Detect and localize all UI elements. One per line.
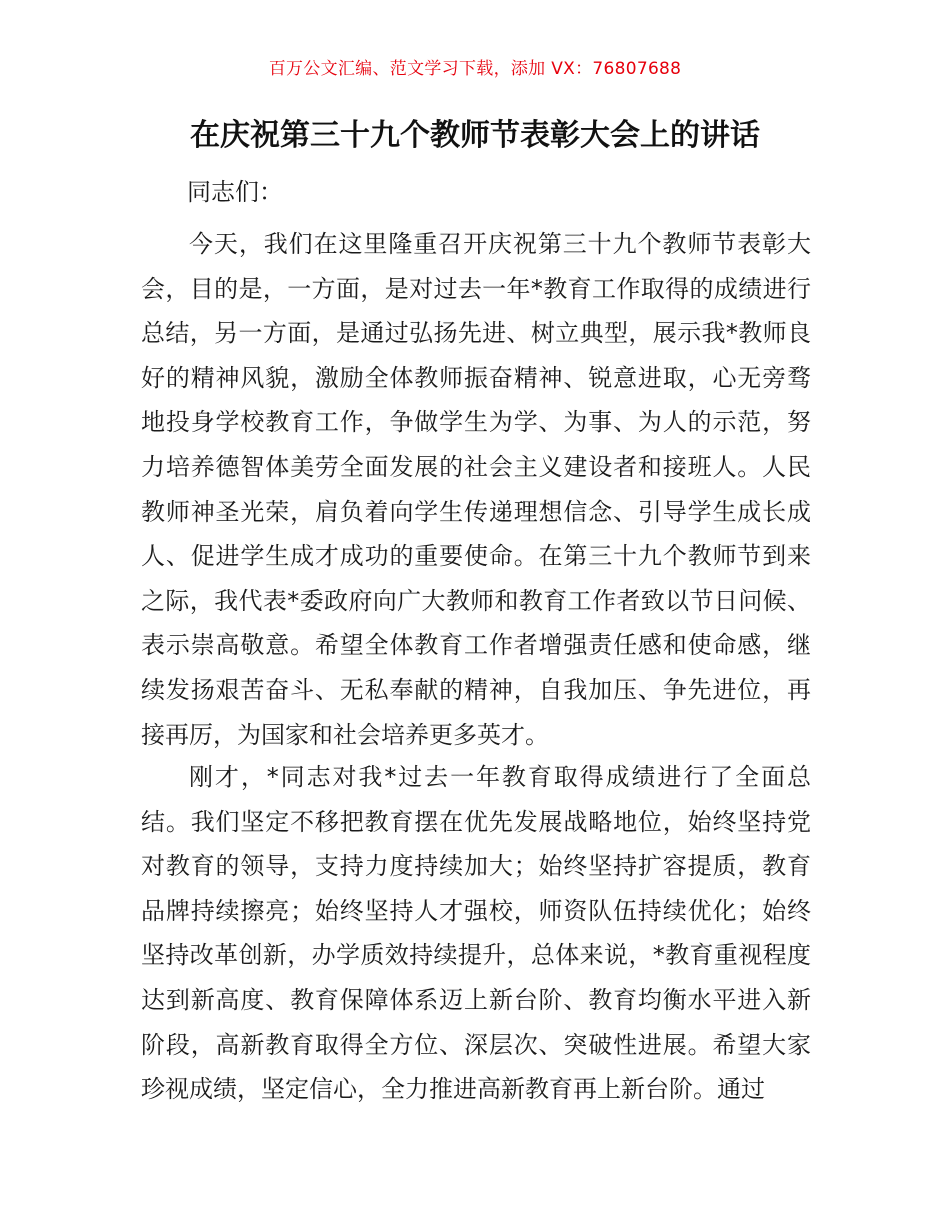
- document-title: 在庆祝第三十九个教师节表彰大会上的讲话: [190, 118, 760, 153]
- paragraph-2: 刚才，*同志对我*过去一年教育取得成绩进行了全面总结。我们坚定不移把教育摆在优先发展战略地位，始终坚持党对教育的领导，支持力度持续加大；始终坚持扩容提质，教育品牌持续擦亮；始终坚持人才强校，师资队伍持续优化；始终坚持改革创新，办学质效持续提升，总体来说，*教育重视程度达到新高度、教育保障体系迈上新台阶、教育均衡水平进入新阶段，高新教育取得全方位、深层次、突破性进展。希望大家珍视成绩，坚定信心，全力推进高新教育再上新台阶。通过: [141, 763, 811, 1104]
- promo-banner: 百万公文汇编、范文学习下载，添加 VX：76807688: [268, 59, 682, 79]
- salutation: 同志们：: [187, 178, 283, 206]
- paragraph-1: 今天，我们在这里隆重召开庆祝第三十九个教师节表彰大会，目的是，一方面，是对过去一年*教育工作取得的成绩进行总结，另一方面，是通过弘扬先进、树立典型，展示我*教师良好的精神风貌，激励全体教师振奋精神、锐意进取，心无旁骛地投身学校教育工作，争做学生为学、为事、为人的示范，努力培养德智体美劳全面发展的社会主义建设者和接班人。人民教师神圣光荣，肩负着向学生传递理想信念、引导学生成长成人、促进学生成才成功的重要使命。在第三十九个教师节到来之际，我代表*委政府向广大教师和教育工作者致以节日问候、表示崇高敬意。希望全体教育工作者增强责任感和使命感，继续发扬艰苦奋斗、无私奉献的精神，自我加压、争先进位，再接再厉，为国家和社会培养更多英才。: [141, 230, 811, 749]
